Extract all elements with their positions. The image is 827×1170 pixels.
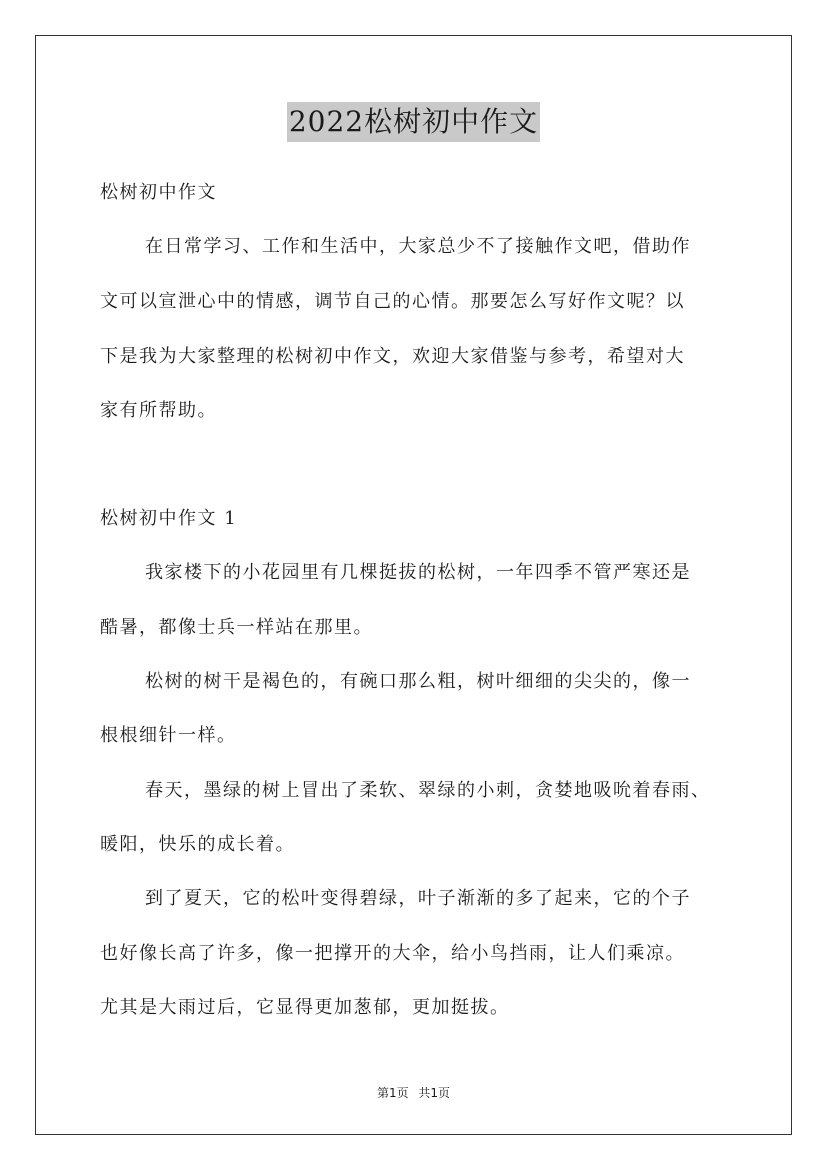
paragraph-line: 酷暑，都像士兵一样站在那里。 — [100, 617, 373, 638]
paragraph-line: 尤其是大雨过后，它显得更加葱郁，更加挺拔。 — [100, 997, 510, 1018]
document-title-wrap — [0, 102, 827, 142]
page-footer — [0, 1084, 827, 1101]
paragraph-line: 到了夏天，它的松叶变得碧绿，叶子渐渐的多了起来，它的个子 — [145, 888, 691, 909]
document-title: 2022松树初中作文 — [287, 102, 540, 142]
paragraph-line: 也好像长高了许多，像一把撑开的大伞，给小鸟挡雨，让人们乘凉。 — [100, 943, 685, 964]
paragraph-line: 下是我为大家整理的松树初中作文，欢迎大家借鉴与参考，希望对大 — [100, 346, 685, 367]
paragraph-line: 家有所帮助。 — [100, 400, 217, 421]
paragraph-line: 根根细针一样。 — [100, 725, 237, 746]
page-number: 第1页 — [376, 1086, 409, 1100]
essay-heading: 松树初中作文 1 — [100, 508, 238, 529]
paragraph-line: 文可以宣泄心中的情感，调节自己的心情。那要怎么写好作文呢？以 — [100, 291, 685, 312]
paragraph-line: 春天，墨绿的树上冒出了柔软、翠绿的小刺，贪婪地吸吮着春雨、 — [145, 780, 711, 801]
intro-heading: 松树初中作文 — [100, 182, 217, 203]
paragraph-line: 我家楼下的小花园里有几棵挺拔的松树，一年四季不管严寒还是 — [145, 562, 691, 583]
page-total: 共1页 — [418, 1086, 451, 1100]
paragraph-line: 暖阳，快乐的成长着。 — [100, 834, 295, 855]
paragraph-line: 在日常学习、工作和生活中，大家总少不了接触作文吧，借助作 — [145, 236, 691, 257]
paragraph-line: 松树的树干是褐色的，有碗口那么粗，树叶细细的尖尖的，像一 — [145, 671, 691, 692]
